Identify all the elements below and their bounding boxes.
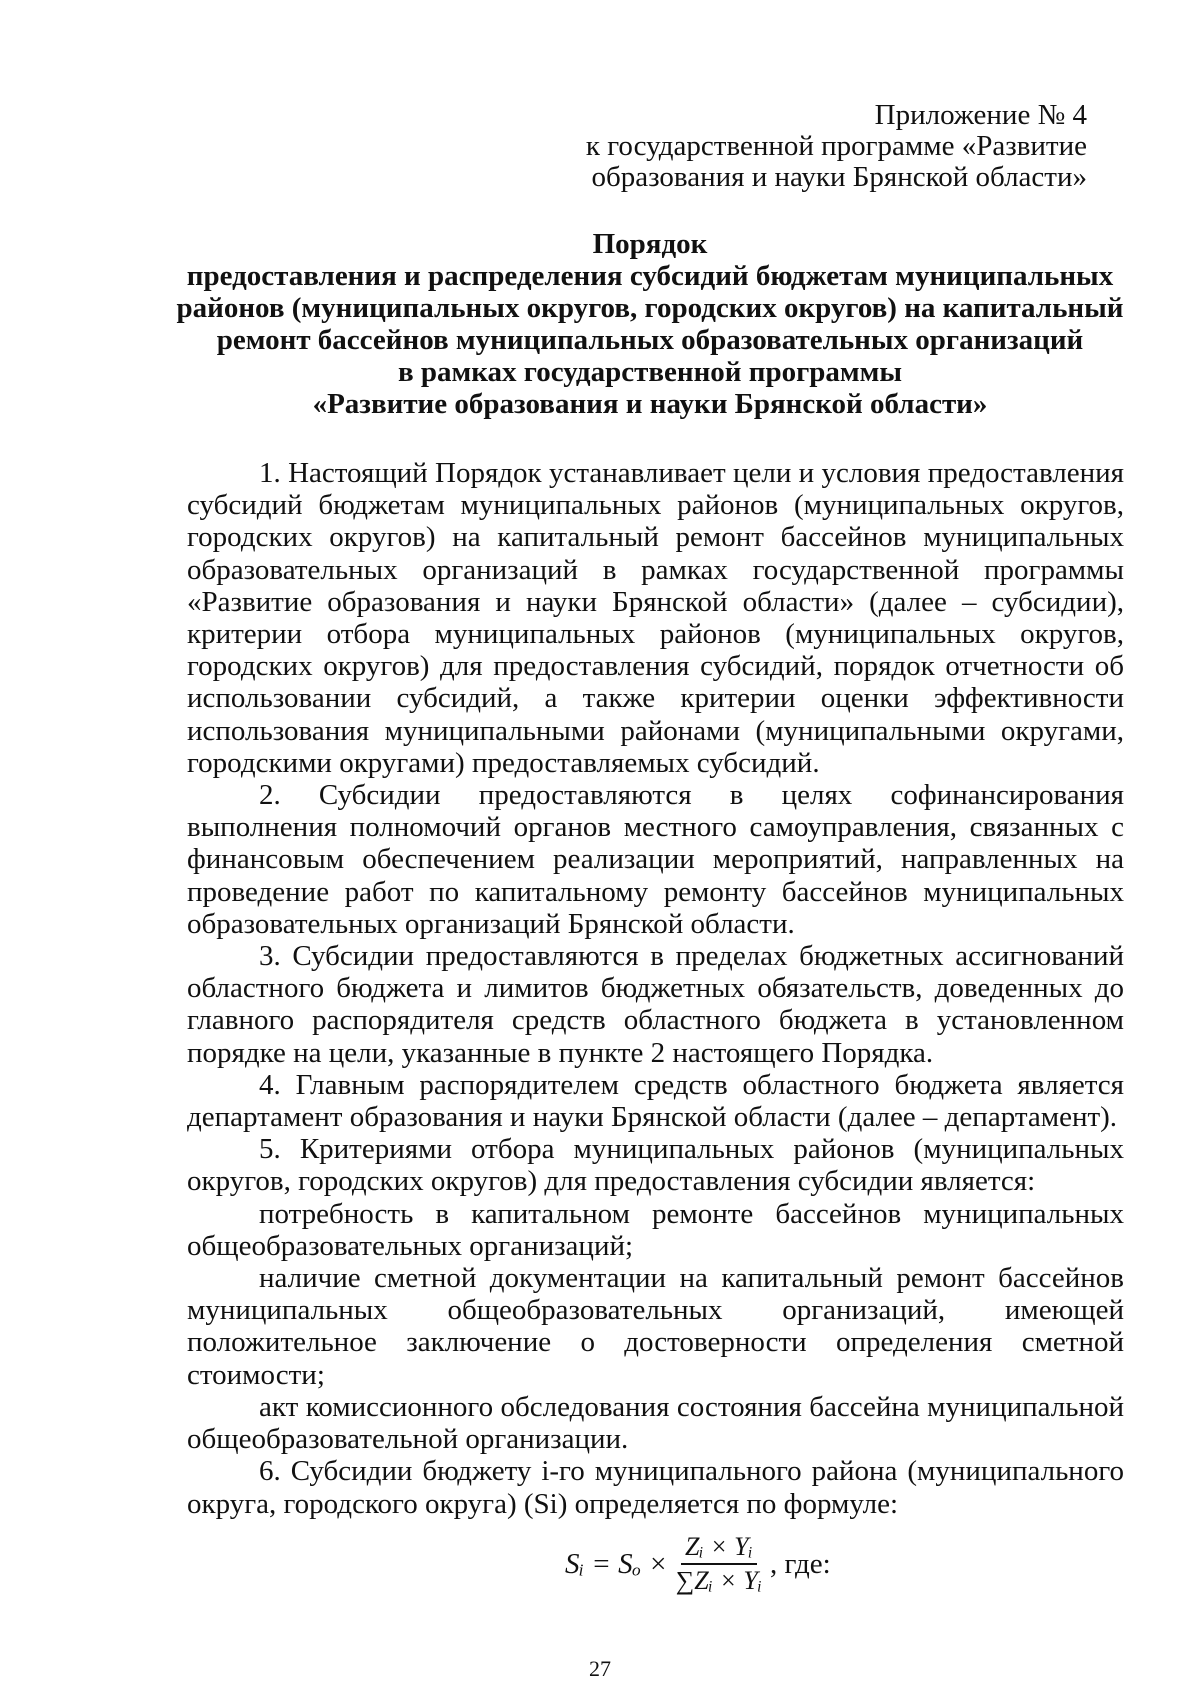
paragraph-4: 4. Главным распорядителем средств областного бюджета является департамент образования и науки Брянской области (далее – департамент). — [187, 1068, 1124, 1134]
title-line-3: районов (муниципальных округов, городских округов) на капитальный — [176, 292, 1124, 324]
title-line-2: предоставления и распределения субсидий бюджетам муниципальных — [186, 260, 1114, 292]
title-line-6: «Развитие образования и науки Брянской области» — [312, 388, 988, 420]
criterion-3: акт комиссионного обследования состояния бассейна муниципальной общеобразовательной организации. — [187, 1390, 1124, 1456]
criterion-1: потребность в капитальном ремонте бассейнов муниципальных общеобразовательных организаций; — [187, 1197, 1124, 1262]
formula-numerator: Zᵢ × Yᵢ — [681, 1533, 757, 1565]
page-number: 27 — [589, 1656, 611, 1681]
paragraph-5: 5. Критериями отбора муниципальных районов (муниципальных округов, городских округов) для предоставления субсидии является: — [187, 1133, 1124, 1198]
appendix-program-line: к государственной программе «Развитие — [585, 130, 1087, 162]
formula-denominator: ∑Zᵢ × Yᵢ — [675, 1566, 762, 1595]
paragraph-1: 1. Настоящий Порядок устанавливает цели и условия предоставления субсидий бюджетам муниципальных районов (муниципальных округов, городских округов) на капитальный ремонт бассейнов муниципальных образовательных организаций в рамках государственной программы «Развитие образования и науки Брянской области» (далее – субсидии), критерии отбора муниципальных районов (муниципальных округов, городских округов) для предоставления субсидий, порядок отчетности об использовании субсидий, а также критерии оценки эффективности использования муниципальными районами (муниципальными округами, городскими округами) предоставляемых субсидий. — [187, 457, 1124, 779]
title-line-1: Порядок — [592, 228, 708, 260]
formula-lhs: Sᵢ = Sₒ × — [565, 1547, 668, 1580]
appendix-number: Приложение № 4 — [874, 99, 1087, 131]
title-line-5: в рамках государственной программы — [397, 356, 903, 388]
criterion-2: наличие сметной документации на капитальный ремонт бассейнов муниципальных общеобразовательных организаций, имеющей положительное заключение о достоверности определения сметной стоимости; — [187, 1262, 1124, 1391]
document-title — [160, 228, 1140, 420]
formula-suffix: , где: — [770, 1547, 831, 1580]
paragraph-2: 2. Субсидии предоставляются в целях софинансирования выполнения полномочий органов местного самоуправления, связанных с финансовым обеспечением реализации мероприятий, направленных на проведение работ по капитальному ремонту бассейнов муниципальных образовательных организаций Брянской области. — [187, 779, 1124, 940]
document-body — [187, 457, 1124, 1520]
appendix-program-name: образования и науки Брянской области» — [591, 161, 1087, 193]
paragraph-6: 6. Субсидии бюджету i-го муниципального района (муниципального округа, городского округа) (Si) определяется по формуле: — [187, 1455, 1124, 1520]
title-line-4: ремонт бассейнов муниципальных образовательных организаций — [216, 324, 1084, 356]
paragraph-3: 3. Субсидии предоставляются в пределах бюджетных ассигнований областного бюджета и лимитов бюджетных обязательств, доведенных до главного распорядителя средств областного бюджета в установленном порядке на цели, указанные в пункте 2 настоящего Порядка. — [187, 940, 1124, 1069]
subsidy-formula — [565, 1533, 831, 1595]
formula-fraction — [672, 1533, 766, 1595]
appendix-header — [586, 100, 1087, 193]
